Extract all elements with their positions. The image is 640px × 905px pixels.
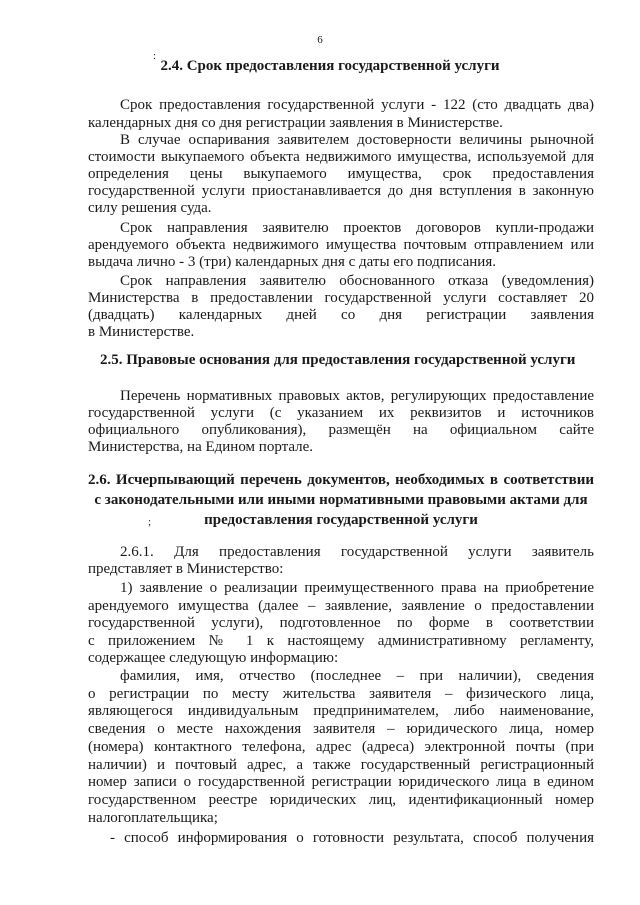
section-2-5-heading: 2.5. Правовые основания для предоставления государственной услуги [100,352,576,368]
page-number: 6 [317,34,323,46]
section-2-6-heading: 2.6. Исчерпывающий перечень документов, необходимых в соответствии с законодательными или иными нормативными правовыми актами для предоставления государственной услуги [88,472,594,528]
scan-mark: : [153,50,157,62]
paragraph: Перечень нормативных правовых актов, регулирующих предоставление государственной услуги (с указанием их реквизитов и источников официального опубликования), размещён на официальном сайте Министерства, на Едином портале. [88,388,594,455]
paragraph: 1) заявление о реализации преимущественного права на приобретение арендуемого имущества (далее – заявление, заявление о предоставлении государственной услуги), подготовленное по форме в соответствии с приложением № 1 к настоящему административному регламенту, содержащее следующую информацию: [88,580,594,666]
paragraph: Срок направления заявителю проектов договоров купли-продажи арендуемого объекта недвижимого имущества почтовым отправлением или выдача лично - 3 (три) календарных дня с даты его подписания. [88,220,594,270]
paragraph: - способ информирования о готовности результата, способ получения [110,830,594,846]
paragraph: фамилия, имя, отчество (последнее – при наличии), сведения о регистрации по месту жительства заявителя – физического лица, являющегося индивидуальным предпринимателем, либо наименование, сведения о месте нахождения заявителя – юридического лица, номер (номера) контактного телефона, адрес (адреса) электронной почты (при наличии) и почтовый адрес, а также государственный регистрационный номер записи о государственной регистрации юридического лица в едином государственном реестре юридических лиц, идентификационный номер налогоплательщика; [88,668,594,826]
paragraph: Срок направления заявителю обоснованного отказа (уведомления) Министерства в предоставлении государственной услуги составляет 20 (двадцать) календарных дней со дня регистрации заявления в Министерстве. [88,273,594,340]
paragraph: 2.6.1. Для предоставления государственной услуги заявитель представляет в Министерство: [88,544,594,577]
section-2-4-heading: 2.4. Срок предоставления государственной услуги [160,58,500,74]
scan-mark: ; [148,516,152,528]
paragraph: В случае оспаривания заявителем достоверности величины рыночной стоимости выкупаемого объекта недвижимого имущества, используемой для определения цены выкупаемого имущества, срок предоставления государственной услуги приостанавливается до дня вступления в законную силу решения суда. [88,132,594,216]
paragraph: Срок предоставления государственной услуги - 122 (сто двадцать два) календарных дня со дня регистрации заявления в Министерстве. [88,97,594,131]
